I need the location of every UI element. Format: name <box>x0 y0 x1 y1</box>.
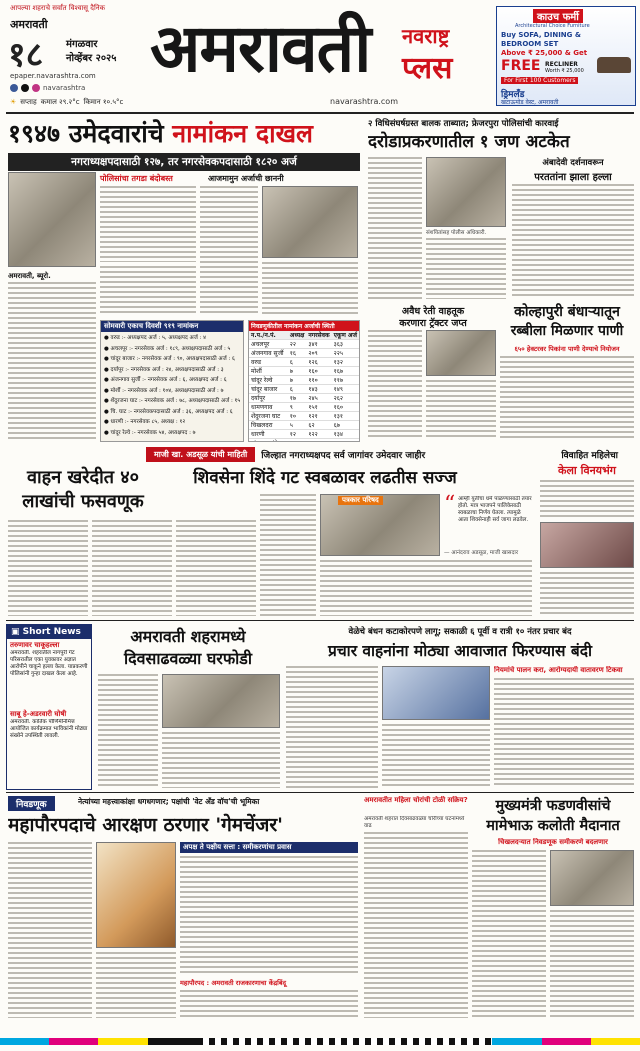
nomination-table-title: निवडणुकीतील नामांकन अर्जाची स्थिती <box>249 321 359 331</box>
sun-icon: ☀ <box>10 98 17 106</box>
election-sidebar-text <box>180 856 358 974</box>
table-cell: २०९ <box>306 349 331 358</box>
table-cell: अचलपूर <box>249 340 288 349</box>
lead-text-col3 <box>200 186 258 316</box>
table-row <box>249 403 359 412</box>
sand-text2 <box>426 380 496 440</box>
reg-gray <box>197 1038 492 1045</box>
table-cell: १६ <box>288 349 307 358</box>
lead-subhead: नगराध्यक्षपदासाठी १२७, तर नगरसेवकपदासाठी १८२० अर्ज <box>8 153 360 171</box>
vehicle-headline2: लाखांची फसवणूक <box>22 491 144 512</box>
short-news-item-title: साबू हे-अडरवारी घोषी <box>10 710 67 718</box>
quote-author: — आनंदराव अडसूळ, माजी खासदार <box>444 550 519 556</box>
election-text1 <box>8 842 92 1018</box>
table-cell: ६ <box>288 385 307 394</box>
election-sidebar-head: अपक्ष ते पक्षीय सत्ता : समीकरणांचा प्रवास <box>180 842 358 853</box>
reg-yellow-2 <box>591 1038 640 1045</box>
robbery-photo <box>426 157 506 227</box>
vehicle-ban-headline: प्रचार वाहनांना मोठ्या आवाजात फिरण्यास बंदी <box>328 641 592 660</box>
table-cell: ६ <box>288 358 307 367</box>
short-news-item-body: अमरावती. कार्तिक पौर्णिमेनिमित्त आयोजित कार्यक्रमात भाविकांनी मोठ्या संख्येने उपस्थिती लावली. <box>10 719 88 739</box>
ad-free-item: RECLINER <box>545 61 578 68</box>
police-caption: पोलिसांचा तगडा बंदोबस्त <box>100 174 173 183</box>
table-cell: शेंदुरजना घाट <box>249 412 288 421</box>
table-cell: १२१ <box>306 412 331 421</box>
attack-text <box>512 184 634 296</box>
table-header-cell: न.प./न.पं. <box>249 331 288 340</box>
table-cell: ११७ <box>332 376 359 385</box>
table-cell: वरुड <box>249 358 288 367</box>
table-cell: १४३ <box>306 385 331 394</box>
attack-kicker: अंबादेवी दर्शनावरून <box>542 158 604 168</box>
election-text2 <box>96 952 176 1018</box>
robbery-headline: दरोडाप्रकरणातील १ जण अटकेत <box>368 132 570 152</box>
ad-line3: Above ₹ 25,000 & Get <box>501 49 588 57</box>
table-cell: ६७ <box>332 421 359 430</box>
reg-magenta <box>49 1038 98 1045</box>
website[interactable]: navarashtra.com <box>330 97 398 106</box>
ad-line2: BEDROOM SET <box>501 40 559 48</box>
election-kicker: नेत्यांच्या महत्त्वाकांक्षा धगधगणार; पक्षांची 'वेट ॲंड वॉच'ची भूमिका <box>78 797 260 806</box>
attack-headline: परततांना झाला हल्ला <box>534 172 612 183</box>
sand-headline2: करणारा ट्रॅक्टर जप्त <box>399 318 467 329</box>
short-news-title: Short News <box>22 627 81 637</box>
table-cell: चांदूर रेल्वे <box>249 376 288 385</box>
temp-high: कमाल २९.२°c <box>40 98 80 106</box>
sand-text <box>368 330 422 440</box>
social-icons <box>10 84 85 92</box>
ad-box[interactable] <box>496 6 636 106</box>
cm-subhead: चिखलदऱ्यात निवडणूक समीकरणे बदलणार <box>498 838 608 846</box>
lead-headline-a: १९४७ उमेदवारांचे <box>8 119 173 148</box>
lead-photo-ballots <box>8 172 96 267</box>
vehicle-ban-text1 <box>286 666 378 788</box>
vinaybhang-photo <box>540 522 634 568</box>
ad-brand: काउच फर्मी <box>533 9 583 23</box>
kolhapuri-headline2: रब्बीला मिळणार पाणी <box>510 323 624 339</box>
registration-bar <box>0 1038 640 1046</box>
reg-cyan-2 <box>492 1038 541 1045</box>
social-handle: navarashtra <box>43 84 86 92</box>
women-kicker: अमरावतीत महिला चोरांची टोळी सक्रिय? <box>364 796 468 804</box>
reg-black <box>148 1038 197 1045</box>
election-sidebar-sub: महापौरपद : अमरावती राजकारणाचा केंद्रबिंदू <box>180 979 287 987</box>
vehicle-text-col2 <box>92 520 172 616</box>
lead-text-col2 <box>100 186 196 262</box>
sand-photo <box>426 330 496 376</box>
lead-headline-b: नामांकन दाखल <box>172 119 314 148</box>
lead-text-col1 <box>8 282 96 442</box>
table-header-cell: एकूण अर्ज <box>332 331 359 340</box>
table-cell: ७ <box>288 376 307 385</box>
kolhapuri-subhead: ६५० हेक्टरवर पिकांना पाणी देण्याचे नियोजन <box>514 345 620 353</box>
robbery-text-col2 <box>426 238 506 299</box>
sofa-icon <box>597 57 631 73</box>
vehicle-ban-text3 <box>382 724 490 788</box>
shivsena-text-col2 <box>320 560 532 616</box>
short-news-icon: ▣ <box>11 627 23 637</box>
table-cell: मोर्शी <box>249 367 288 376</box>
vehicle-headline: वाहन खरेदीत ४० <box>26 467 140 488</box>
burglary-photo <box>162 674 280 728</box>
masthead-tagline: आपल्या शहराचे सर्वांत विश्वासू दैनिक <box>10 4 106 12</box>
masthead-city: अमरावती <box>10 18 48 31</box>
table-cell: ३६३ <box>332 340 359 349</box>
brand-navarashtra: नवराष्ट्र <box>402 24 450 48</box>
table-cell: २२५ <box>332 349 359 358</box>
shivsena-quote: आम्ही युतीचा धर्म पाळण्यासाठी तयार होतो. मात्र भाजपने पालिकेसाठी स्वबळाचा निर्णय घेतला. त्यामुळे आता शिवसेनाही सर्व जागा लढवेल. <box>458 496 532 523</box>
table-cell: ११० <box>306 376 331 385</box>
table-row <box>249 421 359 430</box>
nomination-box-item: ● शेंदुरजना घाट :- नगरसेवक अर्ज : ७८, अध्यक्षपदासाठी अर्ज : १५ <box>104 398 240 404</box>
table-cell: धामणगाव <box>249 403 288 412</box>
cm-text2 <box>550 910 634 1018</box>
ad-dealer: ड्रिमलॅंड <box>501 90 525 100</box>
table-row <box>249 430 359 439</box>
table-row <box>249 376 359 385</box>
quote-icon: “ <box>444 492 456 517</box>
temp-low: किमान १०.५°c <box>83 98 124 106</box>
vehicle-ban-side: नियमांचे पालन करा, आरोग्यदायी वातावरण टिकवा <box>494 666 623 674</box>
table-cell: १२६ <box>306 358 331 367</box>
table-cell: १३४ <box>332 430 359 439</box>
masthead-divider <box>6 112 634 114</box>
table-cell: १६७ <box>332 367 359 376</box>
nomination-box-item: ● चि. घाट :- नगरसेवकपदासाठी अर्ज : ३६, अध्यक्षपद अर्ज : ६ <box>104 408 233 415</box>
ad-line1: Buy SOFA, DINING & <box>501 31 581 39</box>
table-cell <box>288 439 307 443</box>
facebook-icon <box>10 84 18 92</box>
kolhapuri-headline: कोल्हापुरी बंधाऱ्यातून <box>514 304 620 320</box>
lead-headline <box>8 118 360 150</box>
table-cell: १६० <box>306 367 331 376</box>
table-cell: चिखलदरा <box>249 421 288 430</box>
table-cell <box>332 439 359 443</box>
month-year: नोव्हेंबर २०२५ <box>66 53 117 64</box>
cm-photo <box>550 850 634 906</box>
table-cell: १७ <box>288 394 307 403</box>
robbery-photo-caption: संशयितांसह पोलीस अधिकारी. <box>426 230 487 236</box>
nomination-box <box>100 320 244 442</box>
divider-3 <box>6 792 634 793</box>
ad-brand-sub: Architectural Choice Furniture <box>515 23 590 29</box>
short-news <box>6 624 92 790</box>
table-row <box>249 385 359 394</box>
vehicle-text-col1 <box>8 520 88 616</box>
cm-headline: मुख्यमंत्री फडणवीसांचे <box>495 797 611 814</box>
short-news-header <box>7 625 91 639</box>
ad-free: FREE <box>501 58 541 74</box>
weather-line <box>10 98 123 107</box>
vinaybhang-text1 <box>540 480 634 520</box>
table-cell: अंजनगाव सुर्जी <box>249 349 288 358</box>
table-cell: २२ <box>288 340 307 349</box>
table-row <box>249 349 359 358</box>
vinaybhang-headline: केला विनयभंग <box>558 464 616 477</box>
table-cell: दर्यापूर <box>249 394 288 403</box>
nomination-box-title: सोमवारी एकाच दिवशी ९१९ नामांकन <box>101 321 243 332</box>
burglary-headline2: दिवसाढवळ्या घरफोडी <box>123 649 253 668</box>
vehicle-ban-text2 <box>494 678 634 788</box>
nomination-box-item: ● अंजनगाव सुर्जी :- नगरसेवक अर्ज : ६, अध्यक्षपद अर्ज : ६ <box>104 377 227 383</box>
divider-2 <box>6 620 634 621</box>
day-label: मंगळवार <box>66 39 98 50</box>
lead-text-col4 <box>262 262 358 316</box>
epaper-link[interactable]: epaper.navarashtra.com <box>10 72 96 80</box>
burglary-text1 <box>98 674 158 788</box>
table-cell: १३१ <box>332 412 359 421</box>
table-cell: ९ <box>288 403 307 412</box>
kolhapuri-text <box>500 356 634 440</box>
nomination-box-item: ● चांदूर बाजार :- नगरसेवक अर्ज : ९०, अध्यक्षपदासाठी अर्ज : ६ <box>104 356 235 362</box>
red-strip <box>6 446 634 462</box>
nomination-table <box>248 320 360 442</box>
lead-text-col2b <box>100 266 196 316</box>
election-sidebar-text2 <box>180 990 358 1018</box>
table-cell: २४५ <box>306 394 331 403</box>
strip-right: जिल्हात नगराध्यक्षपद सर्व जागांवर उमेदवार जाहीर <box>261 450 426 461</box>
table-cell: २६२ <box>332 394 359 403</box>
nomination-box-item: ● चांदूर रेल्वे :- नगरसेवक ५४, अध्यक्षपद : ७ <box>104 429 196 436</box>
lead-photo-crowd <box>262 186 358 258</box>
election-tag: निवडणूक <box>8 796 55 811</box>
table-cell <box>249 439 288 443</box>
shivsena-text-col1 <box>260 494 316 616</box>
table-cell: ६२ <box>306 421 331 430</box>
sand-headline: अवैध रेती वाहतूक <box>401 306 465 317</box>
table-cell: चांदूर बाजार <box>249 385 288 394</box>
table-cell: धारणी <box>249 430 288 439</box>
table-cell: ३४१ <box>306 340 331 349</box>
vehicle-text-col3 <box>176 520 256 616</box>
nomination-box-item: ● धारणी :- नगरसेवक ८५, अध्यक्ष : १२ <box>104 419 186 425</box>
nomination-box-item: ● अचलपूर :- नगरसेवक अर्ज : १८९, अध्यक्षपदासाठी अर्ज : ५ <box>104 345 231 352</box>
crowd-caption: आजमामुन अर्जाची छाननी <box>208 174 284 183</box>
table-row <box>249 394 359 403</box>
vinaybhang-text2 <box>540 572 634 616</box>
weather-label: सप्ताह <box>20 98 37 106</box>
table-row <box>249 340 359 349</box>
nomination-box-item: ● दर्यापूर :- नगरसेवक अर्ज : २४, अध्यक्षपदासाठी अर्ज : ३ <box>104 366 224 373</box>
table-row <box>249 439 359 443</box>
short-news-item-2 <box>7 708 91 771</box>
masthead-title: अमरावती <box>150 9 371 87</box>
table-cell: १३२ <box>332 358 359 367</box>
nomination-box-item: ● वरुड :- अध्यक्षपद अर्ज : ५, अध्यक्षपद अर्ज : ४ <box>104 335 207 341</box>
vehicle-ban-photo <box>382 666 490 720</box>
table-cell: १६० <box>332 403 359 412</box>
brand-plus: प्लस <box>402 51 453 86</box>
strip-left: माजी खा. अडसूळ यांची माहिती <box>146 447 255 462</box>
cm-text1 <box>472 850 546 1018</box>
ad-dealer-addr: खटाऊमोड वेस्ट, अमरावती <box>501 99 559 106</box>
table-header-cell: नगरसेवक <box>306 331 331 340</box>
reg-magenta-2 <box>542 1038 591 1045</box>
table-cell: १५१ <box>306 403 331 412</box>
table-cell <box>306 439 331 443</box>
reg-cyan <box>0 1038 49 1045</box>
ad-free-value: Worth ₹ 25,000 <box>545 68 584 74</box>
short-news-item-1 <box>7 639 91 708</box>
table-cell: १२२ <box>306 430 331 439</box>
robbery-kicker: २ विधिसंघर्षग्रस्त बालक ताब्यात; फ्रेजरपुरा पोलिसांची कारवाई <box>368 119 559 129</box>
cm-headline2: मामेभाऊ कलोती मैदानात <box>486 817 620 834</box>
table-row <box>249 367 359 376</box>
lead-byline: अमरावती, ब्यूरो. <box>8 272 51 280</box>
table-cell: १० <box>288 412 307 421</box>
short-news-item-title: तरुणावर चाकूहल्ला <box>10 641 60 649</box>
vehicle-ban-kicker: वेळेचे बंधन कटाकोरपणे लागू; सकाळी ६ पूर्वी व रात्री १० नंतर प्रचार बंद <box>348 627 572 637</box>
table-header-cell: अध्यक्ष <box>288 331 307 340</box>
table-row <box>249 358 359 367</box>
masthead <box>0 0 640 112</box>
table-cell: १२ <box>288 430 307 439</box>
women-sub: अमरावती शहरात दिवसाढवळ्या चोरीच्या घटनांमध्ये वाढ <box>364 816 465 829</box>
table-cell: ५ <box>288 421 307 430</box>
date-number: १८ <box>8 35 44 75</box>
ad-first: For First 100 Customers <box>501 77 578 84</box>
women-text <box>364 832 468 1018</box>
shivsena-banner: पत्रकार परिषद <box>338 496 383 505</box>
reg-yellow <box>98 1038 147 1045</box>
instagram-icon <box>32 84 40 92</box>
short-news-item-body: अमरावती. शहरातील नागपुरी गेट परिसरातील एका युवकावर अज्ञात आरोपीने चाकूने हल्ला केला. याप्रकरणी पोलिसांनी गुन्हा दाखल केला आहे. <box>10 650 88 677</box>
table-row <box>249 412 359 421</box>
burglary-headline: अमरावती शहरामध्ये <box>130 627 246 646</box>
nomination-box-list <box>101 332 243 439</box>
election-headline: महापौरपदाचे आरक्षण ठरणार 'गेमचेंजर' <box>8 814 283 836</box>
burglary-text2 <box>162 732 280 788</box>
nomination-table-grid <box>249 331 359 442</box>
election-cartoon <box>96 842 176 948</box>
table-cell: १४९ <box>332 385 359 394</box>
nomination-box-item: ● मोर्शी :- नगरसेवक अर्ज : १०४, अध्यक्षपदासाठी अर्ज : ७ <box>104 387 224 394</box>
robbery-text-col1 <box>368 157 422 299</box>
shivsena-headline: शिवसेना शिंदे गट स्वबळावर लढतीस सज्ज <box>193 468 457 488</box>
strip-side: विवाहित महिलेचा <box>561 450 618 461</box>
table-cell: ७ <box>288 367 307 376</box>
x-icon <box>21 84 29 92</box>
